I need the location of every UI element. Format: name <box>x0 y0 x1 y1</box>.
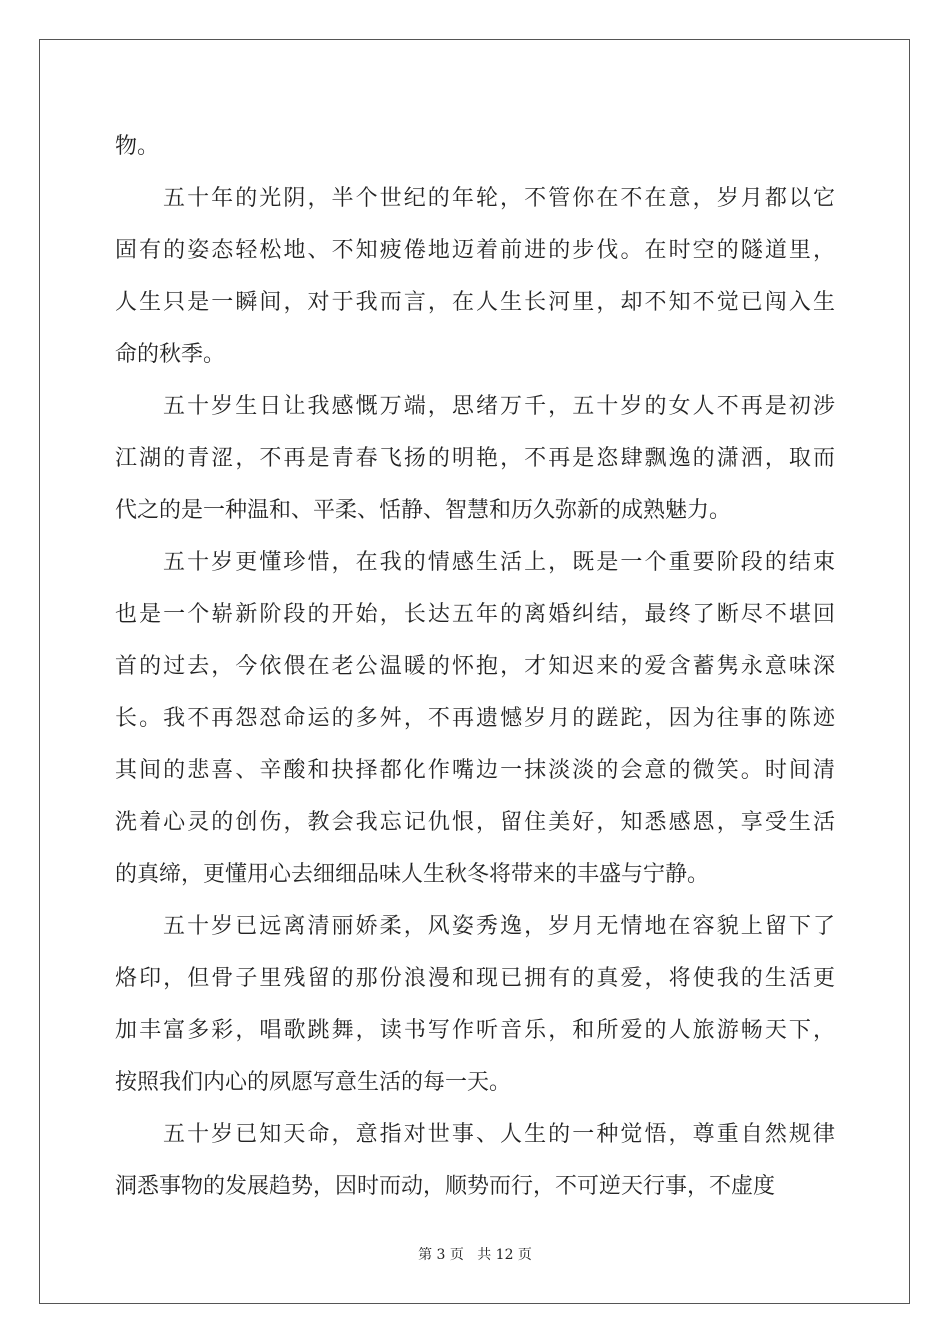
text-line: 的真缔，更懂用心去细细品味人生秋冬将带来的丰盛与宁静。 <box>115 862 710 887</box>
text-line: 洗着心灵的创伤，教会我忘记仇恨，留住美好，知悉感恩，享受生活 <box>115 810 835 835</box>
page-number-footer: 第 3 页 共 12 页 <box>418 1247 532 1263</box>
text-line: 按照我们内心的夙愿写意生活的每一天。 <box>115 1070 512 1095</box>
text-line: 五十年的光阴，半个世纪的年轮，不管你在不在意，岁月都以它 <box>163 186 835 211</box>
paragraph <box>115 121 835 173</box>
paragraph <box>115 381 835 537</box>
text-line: 固有的姿态轻松地、不知疲倦地迈着前进的步伐。在时空的隧道里， <box>115 238 835 263</box>
text-line: 烙印，但骨子里残留的那份浪漫和现已拥有的真爱，将使我的生活更 <box>115 966 835 991</box>
text-line: 加丰富多彩，唱歌跳舞，读书写作听音乐，和所爱的人旅游畅天下， <box>115 1018 835 1043</box>
text-line: 五十岁生日让我感慨万端，思绪万千，五十岁的女人不再是初涉 <box>163 394 835 419</box>
document-body <box>115 121 835 1213</box>
text-line: 物。 <box>115 134 160 159</box>
text-line: 也是一个崭新阶段的开始，长达五年的离婚纠结，最终了断尽不堪回 <box>115 602 835 627</box>
text-line: 长。我不再怨怼命运的多舛，不再遗憾岁月的蹉跎，因为往事的陈迹 <box>115 706 835 731</box>
text-line: 五十岁已知天命，意指对世事、人生的一种觉悟，尊重自然规律 <box>163 1122 835 1147</box>
text-line: 洞悉事物的发展趋势，因时而动，顺势而行，不可逆天行事，不虚度 <box>115 1174 776 1199</box>
paragraph <box>115 173 835 381</box>
text-line: 五十岁更懂珍惜，在我的情感生活上，既是一个重要阶段的结束 <box>163 550 835 575</box>
text-line: 五十岁已远离清丽娇柔，风姿秀逸，岁月无情地在容貌上留下了 <box>163 914 835 939</box>
text-line: 首的过去，今依偎在老公温暖的怀抱，才知迟来的爱含蓄隽永意味深 <box>115 654 835 679</box>
text-line: 命的秋季。 <box>115 342 226 367</box>
paragraph <box>115 537 835 901</box>
paragraph <box>115 1109 835 1213</box>
text-line: 其间的悲喜、辛酸和抉择都化作嘴边一抹淡淡的会意的微笑。时间清 <box>115 758 835 783</box>
paragraph <box>115 901 835 1109</box>
text-line: 人生只是一瞬间，对于我而言，在人生长河里，却不知不觉已闯入生 <box>115 290 835 315</box>
text-line: 代之的是一种温和、平柔、恬静、智慧和历久弥新的成熟魅力。 <box>115 498 732 523</box>
text-line: 江湖的青涩，不再是青春飞扬的明艳，不再是恣肆飘逸的潇洒，取而 <box>115 446 835 471</box>
